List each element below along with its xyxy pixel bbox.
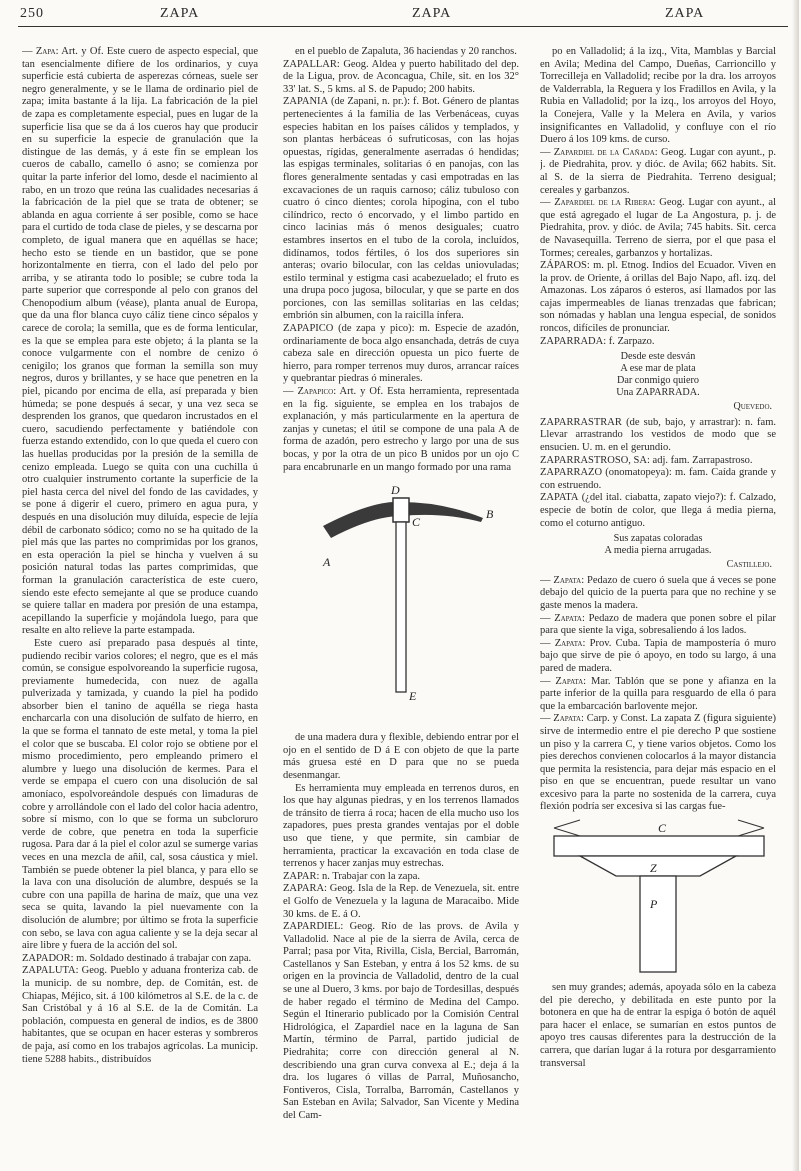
verse-quote	[540, 533, 776, 557]
dictionary-entry	[22, 965, 258, 1066]
carrera-shape	[554, 836, 764, 856]
running-title-center: ZAPA	[412, 6, 452, 21]
figure-label: Z	[650, 861, 657, 876]
quote-author: Quevedo.	[733, 401, 772, 413]
verse-line: Dar conmigo quiero	[616, 375, 700, 387]
dictionary-entry	[283, 921, 519, 1123]
entry-text: f. Zarpazo.	[606, 335, 655, 347]
figure-label: E	[409, 689, 417, 704]
entry-text: Art. y Of. Esta herramienta, representada en la fig. siguiente, se emplea en los trabajos de explanación, y más particularmente en la apertura de zanjas y cunetas; el útil se compone de una pala A de forma de azadón, pero estrecho y largo por una de sus bocas, y por la otra de un pico B unidos por un ojo C para encabrunarle en un mango formado por una rama	[283, 386, 519, 473]
entry-headword: ZAPADOR:	[22, 952, 74, 964]
dictionary-entry	[540, 982, 776, 1070]
column-middle	[283, 46, 519, 1166]
zapata-shape	[580, 856, 736, 876]
quote-author: Castillejo.	[726, 559, 772, 571]
verse-line: A media pierna arrugadas.	[604, 545, 712, 557]
entry-text: Art. y Of. Este cuero de aspecto especial, que tan esencialmente difiere de los ordinarios, y cuya superficie está cubierta de asperezas córneas, suele ser negro generalmente, y se le llama de ordinario piel de zapa; imita bastante á la lija. La fabricación de la piel de zapa es completamente especial, pues en lugar de la superficie lisa que se da á los cueros hay que producir en su superficie la especie de granulación que la distingue de las demás, y á este fin se emplean los cueros de caballo, camello ó asno; se comienza por quitar la parte inferior del lomo, desde el nacimiento al rabo, en un trozo que reúna las cualidades necesarias á la fabricación de la piel que se trata de obtener; se ablanda en agua corriente á ser posible, como se hace para el curtido de toda clase de pieles, y se descarna por completo, de igual manera que en aquéllas se hace; hecho esto se tiende en un bastidor, que se pone horizontalmente en tierra, con el lado del pelo por arriba, y se atiranta todo lo posible; se cubre toda la parte superior que corresponde al pelo con granos del Chenopodium album (véase), planta anual de Europa, que da una flor blanca cuyo cáliz tiene cinco sépalos y carece de corola; la semilla, que es de forma lenticular, es la que se emplea para este objeto; á la planta se la conoce vulgarmente con el nombre de cenizo ó cenigilo; los granos que forman la semilla son muy negros, duros y brillantes, y se hace que penetren en la piel, picando por encima de ella, así preparada y bien húmeda; se pone después á secar, y una vez seca se desprenden los granos, que quedaron incrustados en el cuero, sacudiendo perfectamente y batiéndole con fuerza estando extendido, con lo que queda el cuero con las huellas producidas por la presión de la semilla de cenizo empleada. Luego se quita con una cuchilla ú otro cualquier instrumento cortante la superficie de la piel hasta cerca del nivel del fondo de las cavidades, y se pone á digerir el cuero, primero en agua pura, y después en una disolución muy diluída, especie de lejía débil de carbonato sódico; como no se ha quitado de la piel más que las partes no comprimidas por los granos, en esta operación la piel se hincha y vuelven á su posición natural todas las partes comprimidas, que forman la granulación característica de este cuero, siendo este efecto semejante al que se produce cuando se quiere tallar en madera por presión de una estampa, acepillando la superficie y mojándola luego, para que resalte en alto relieve la parte estampada.	[22, 46, 258, 637]
entry-headword: ZAPARRASTRAR	[540, 416, 622, 428]
running-title-left: ZAPA	[160, 6, 200, 21]
ojo-shape	[393, 498, 409, 522]
dictionary-entry	[540, 613, 776, 638]
entry-text: (de Zapani, n. pr.): f. Bot. Género de plantas pertenecientes á la familia de las Verbenáceas, cuyas especies habitan en los países cálidos y templados, y son plantas herbáceas ó sufruticosas, con las hojas opuestas, rígidas, generalmente aserradas ó hendidas; las espigas terminales, solitarias ó en panojas, con las flores generalmente sentadas y casi empotradas en las excavaciones de un raquis carnoso; cáliz tubuloso con cuatro ó cinco dientes; corola hipogina, con el tubo cilíndrico, recto ó encorvado, y el limbo partido en cinco lacinias más ó menos desiguales; cuatro estambres insertos en el tubo de la corola, incluídos, didínamos, todos fértiles, ó los dos superiores sin anteras; ovario bilocular, con las celdas uniovuladas; estilo terminal y estigma casi acabezuelado; el fruto es una drupa poco jugosa, bilocular, y que se parte en dos porciones, con las semillas solitarias en las celdas; embrión sin albumen, con la raicilla ínfera.	[283, 96, 519, 322]
figure-label: D	[391, 483, 400, 498]
dictionary-entry	[540, 417, 776, 455]
mango-shape	[396, 522, 406, 692]
dictionary-entry	[540, 147, 776, 197]
entry-text: m. Soldado destinado á trabajar con zapa.	[73, 952, 252, 964]
verse-line: Desde este desván	[620, 351, 696, 363]
entry-headword: — Zapa:	[22, 46, 59, 57]
dictionary-entry	[540, 260, 776, 336]
dictionary-entry	[540, 467, 776, 492]
figure-label: B	[486, 507, 494, 522]
figure-label: P	[650, 897, 658, 912]
entry-text: (¿del ital. ciabatta, zapato viejo?): f. Calzado, especie de botín de color, que llega á media pierna, como el coturno antiguo.	[540, 492, 776, 529]
header-rule	[18, 26, 788, 27]
dictionary-entry	[540, 197, 776, 260]
dictionary-entry	[283, 883, 519, 921]
entry-headword: — Zapata:	[540, 675, 587, 687]
pie-derecho-shape	[640, 876, 676, 972]
dictionary-entry	[283, 96, 519, 323]
entry-headword: ZAPANIA	[283, 96, 329, 108]
dictionary-entry	[283, 59, 519, 97]
dictionary-entry	[283, 323, 519, 386]
entry-text: (de sub, bajo, y arrastrar): n. fam. Llevar arrastrando los vestidos de modo que se ensucien. U. m. en el gerundio.	[540, 416, 776, 454]
verse-line: Sus zapatas coloradas	[613, 533, 703, 545]
entry-text: de una madera dura y flexible, debiendo entrar por el ojo en el sentido de D á E con objeto de que la parte más gruesa esté en D para que no se pueda desenmangar.	[283, 732, 519, 781]
entry-text: Este cuero así preparado pasa después al tinte, pudiendo recibir varios colores; el negro, que es el más común, se consigue espolvoreando la superficie rugosa, previamente humedecida, con nuez de agalla pulverizada y tamizada, y cuando la piel ha podido absorber bien el tanino de aquélla se riega hasta encharcarla con una disolución de sulfato de hierro, en la que se forma el tannato de este metal, y toma la piel el color que se buscaba. El color rojo se obtiene por el mismo procedimiento, pero empleando primero el alumbre y luego una disolución de kermes. Para el verde se empapa el cuero con una disolución de sal amoníaco, espolvoreándole después con limaduras de cobre y arrollándole con el lado del color hacia adentro, sobre sí mismo, con lo que se forma un subcloruro verde de cobre, que penetra en toda la superficie rugosa. Para dar á la piel el color azul se sumerge varias veces en una mezcla de añil, cal, sosa cáustica y miel. También se puede obtener la piel blanca, y para ello se la lava con una disolución de alumbre, después se la cubre con una papilla de harina de maíz, que una vez seca se quita, lavando la piel nuevamente con la disolución de alumbre; por último se frota la superficie con sebo, se lava con agua caliente y se la deja secar al aire libre y fuera de la acción del sol.	[22, 637, 258, 952]
entry-headword: — Zapardiel de la Ribera:	[540, 197, 656, 209]
dictionary-entry	[540, 455, 776, 468]
zapapico-figure	[283, 478, 519, 728]
entry-text: (onomatopeya): m. fam. Caída grande y con estruendo.	[540, 467, 776, 491]
entry-headword: ZAPAPICO	[283, 323, 334, 335]
page-header	[0, 6, 801, 28]
dictionary-entry	[540, 575, 776, 613]
figure-label: C	[412, 515, 421, 530]
dictionary-entry	[22, 953, 258, 966]
running-title-right: ZAPA	[665, 6, 705, 21]
entry-headword: — Zapata:	[540, 637, 586, 649]
verse-quote	[540, 351, 776, 399]
dictionary-entry	[540, 676, 776, 714]
entry-text: po en Valladolid; á la izq., Vita, Mamblas y Barcial en Avila; Medina del Campo, Dueñas, Carrioncillo y Torrecilleja en Valladolid; recibe por la dra. los arroyos de Valderrabla, la Reguera y los Fradillos en Avila, y la Rubia en Valladolid; por la izq., los arroyos del Hoyo, la Conejera, Valle y la Melera en Avila, y varios insignificantes en Valladolid, y confluye con el río Duero á los 109 kms. de curso.	[540, 46, 776, 146]
page-number: 250	[20, 6, 44, 21]
entry-text: en el pueblo de Zapaluta, 36 haciendas y 20 ranchos.	[295, 46, 517, 57]
entry-text: Geog. Lugar con ayunt., al que está agregado el lugar de La Angostura, p. j. de Piedrahita, prov. y dióc. de Avila; 745 habits. Sit. cerca de Navasequilla. Terreno de sierra, por el que pasa el Tormes; cereales, garbanzos y hortalizas.	[540, 197, 776, 259]
page-edge	[792, 0, 799, 1171]
entry-text: sen muy grandes; además, apoyada sólo en la cabeza del pie derecho, y debilitada en este punto por la botonera en que ha de entrar la espiga ó botón de aquél para hacer el enlace, se sumarían en estos puntos de apoyo tres causas diferentes para la destrucción de la carrera, que darían lugar á la rotura por desgarramiento transversal	[540, 982, 776, 1069]
entry-headword: ZAPARRAZO	[540, 467, 603, 479]
entry-text: Geog. Aldea y puerto habilitado del dep. de la Ligua, prov. de Aconcagua, Chile, sit. en los 32° 33' lat. S., 5 kms. al S. de Papudo; 200 habits.	[283, 58, 519, 95]
entry-text: n. Trabajar con la zapa.	[319, 870, 420, 882]
column-left	[22, 46, 258, 1166]
entry-text: Geog. Río de las provs. de Avila y Valladolid. Nace al pie de la sierra de Avila, cerca de Parral; pasa por Vita, Rivilla, Cisla, Bercial, Barromán, Castellanos y San Esteban, y entra á los 52 kms. de su origen en la provincia de Valladolid, dentro de la cual se une al Duero, 3 kms. por bajo de Tordesillas, después de haber regado el término de Medina del Campo. Según el Itinerario publicado por la Comisión Central Hidrológica, el Zapardiel nace en la laguna de San Martín, término de Parral, partido judicial de Piedrahita; corre con dirección general al N. describiendo una gran curva convexa al E.; deja á la dra. los lugares ó villas de Parral, Muñosancho, Fontiveros, Cisla, Torralba, Barromán, Castellanos y San Esteban en Avila; Salvador, San Vicente y Medina del Cam-	[283, 921, 519, 1121]
entry-text: Pedazo de cuero ó suela que á veces se pone debajo del quicio de la puerta para que no rechine y se gaste menos la madera.	[540, 574, 776, 611]
entry-headword: ZAPALLAR:	[283, 58, 340, 70]
dictionary-entry	[283, 783, 519, 871]
entry-text: (de zapa y pico): m. Especie de azadón, ordinariamente de boca algo ensanchada, detrás de cuya cabeza sale en dirección opuesta un pico fuerte de hierro, para romper terrenos muy duros, arrancar raíces y quebrantar piedras ó minerales.	[283, 323, 519, 385]
dictionary-entry	[22, 638, 258, 953]
entry-text: Es herramienta muy empleada en terrenos duros, en los que hay algunas piedras, y en los terrenos llamados de tránsito de tierra á roca; hacen de ella mucho uso los zapadores, pues presta grandes ventajas por el doble uso que tiene, y que permite, sin cambiar de herramienta, practicar la excavación en toda clase de terrenos y hacer zanjas muy estrechas.	[283, 782, 519, 870]
dictionary-entry	[283, 871, 519, 884]
dictionary-entry	[22, 46, 258, 638]
dictionary-entry	[540, 46, 776, 147]
dictionary-entry	[540, 713, 776, 814]
entry-headword: ZAPATA	[540, 492, 579, 504]
arrow-left	[554, 820, 580, 836]
entry-headword: ZAPAR:	[283, 870, 320, 882]
entry-headword: ZAPARRADA:	[540, 335, 607, 347]
entry-text: Carp. y Const. La zapata Z (figura siguiente) sirve de intermedio entre el pie derecho P que sostiene un piso y la carrera C, y tiene varios objetos. Como los pies derechos convienen colocarlos á la mayor distancia que permita la resistencia, para dejar más espacio en el piso en que se encuentran, puede resultar un vano excesivo para la parte no sostenida de la carrera, cuya flexión podría ser excesiva si las cargas fue-	[540, 713, 776, 813]
entry-headword: — Zapata:	[540, 713, 584, 725]
entry-headword: — Zapata:	[540, 574, 585, 586]
figure-label: C	[658, 821, 667, 836]
verse-line: A ese mar de plata	[620, 363, 696, 375]
entry-text: Geog. Lugar con ayunt., p. j. de Piedrahita, prov. y dióc. de Avila; 662 habits. Sit. al S. de la sierra de Piedrahita. Terreno desigual; cereales y garbanzos.	[540, 146, 776, 196]
entry-headword: ZAPARDIEL:	[283, 921, 344, 933]
entry-text: adj. fam. Zarrapastroso.	[649, 454, 753, 466]
dictionary-entry	[540, 638, 776, 676]
dictionary-entry	[540, 336, 776, 349]
entry-headword: — Zapapico:	[283, 386, 337, 398]
dictionary-entry	[283, 386, 519, 474]
entry-text: m. pl. Etnog. Indios del Ecuador. Viven en la prov. de Oriente, á orillas del Bajo Napo, afl. izq. del Amazonas. Los záparos ó esteros, así llamados por las cajas impermeables de lianas trenzadas que fabrican; son nómadas y hablan una lengua especial, de sonidos roncos, difíciles de pronunciar.	[540, 260, 776, 335]
verse-line: Una ZAPARRADA.	[616, 387, 700, 399]
arrow-right	[738, 820, 764, 836]
entry-text: Mar. Tablón que se pone y afianza en la parte inferior de la quilla para resguardo de ella ó para que la embarcación barlovente mejor.	[540, 675, 776, 712]
entry-headword: ZAPARA:	[283, 883, 327, 895]
entry-text: Geog. Pueblo y aduana fronteriza cab. de la municip. de su nombre, dep. de Comitán, est. de Chiapas, Méjico, sit. á 100 kilómetros al S.E. de la c. de San Cristóbal y á 16 al S.E. de la de Comitán. La población, compuesta en general de indios, es de 3800 habitantes, que se ocupan en hacer esteras y sombreros de paja, así como en los trabajos agrícolas. La municip. tiene 5288 habits., distribuídos	[22, 965, 258, 1065]
entry-text: Prov. Cuba. Tapia de mampostería ó muro bajo que sirve de pie ó apoyo, en todo su largo, á una pared de madera.	[540, 637, 776, 674]
entry-headword: ZÁPAROS:	[540, 260, 590, 272]
zapata-figure	[540, 818, 776, 978]
entry-headword: — Zapardiel de la Cañada:	[540, 146, 658, 158]
entry-headword: ZAPARRASTROSO, SA:	[540, 454, 650, 466]
entry-text: Pedazo de madera que ponen sobre el pilar para que siente la viga, sobresaliendo á los lados.	[540, 612, 776, 637]
entry-headword: — Zapata:	[540, 612, 585, 624]
entry-headword: ZAPALUTA:	[22, 965, 79, 977]
column-right	[540, 46, 776, 1166]
dictionary-entry	[283, 732, 519, 782]
pala-shape	[323, 502, 401, 538]
dictionary-entry	[283, 46, 519, 59]
entry-text: Geog. Isla de la Rep. de Venezuela, sit. entre el Golfo de Venezuela y la laguna de Maracaibo. Mide 30 kms. de E. á O.	[283, 883, 519, 920]
dictionary-entry	[540, 492, 776, 530]
figure-label: A	[323, 555, 331, 570]
